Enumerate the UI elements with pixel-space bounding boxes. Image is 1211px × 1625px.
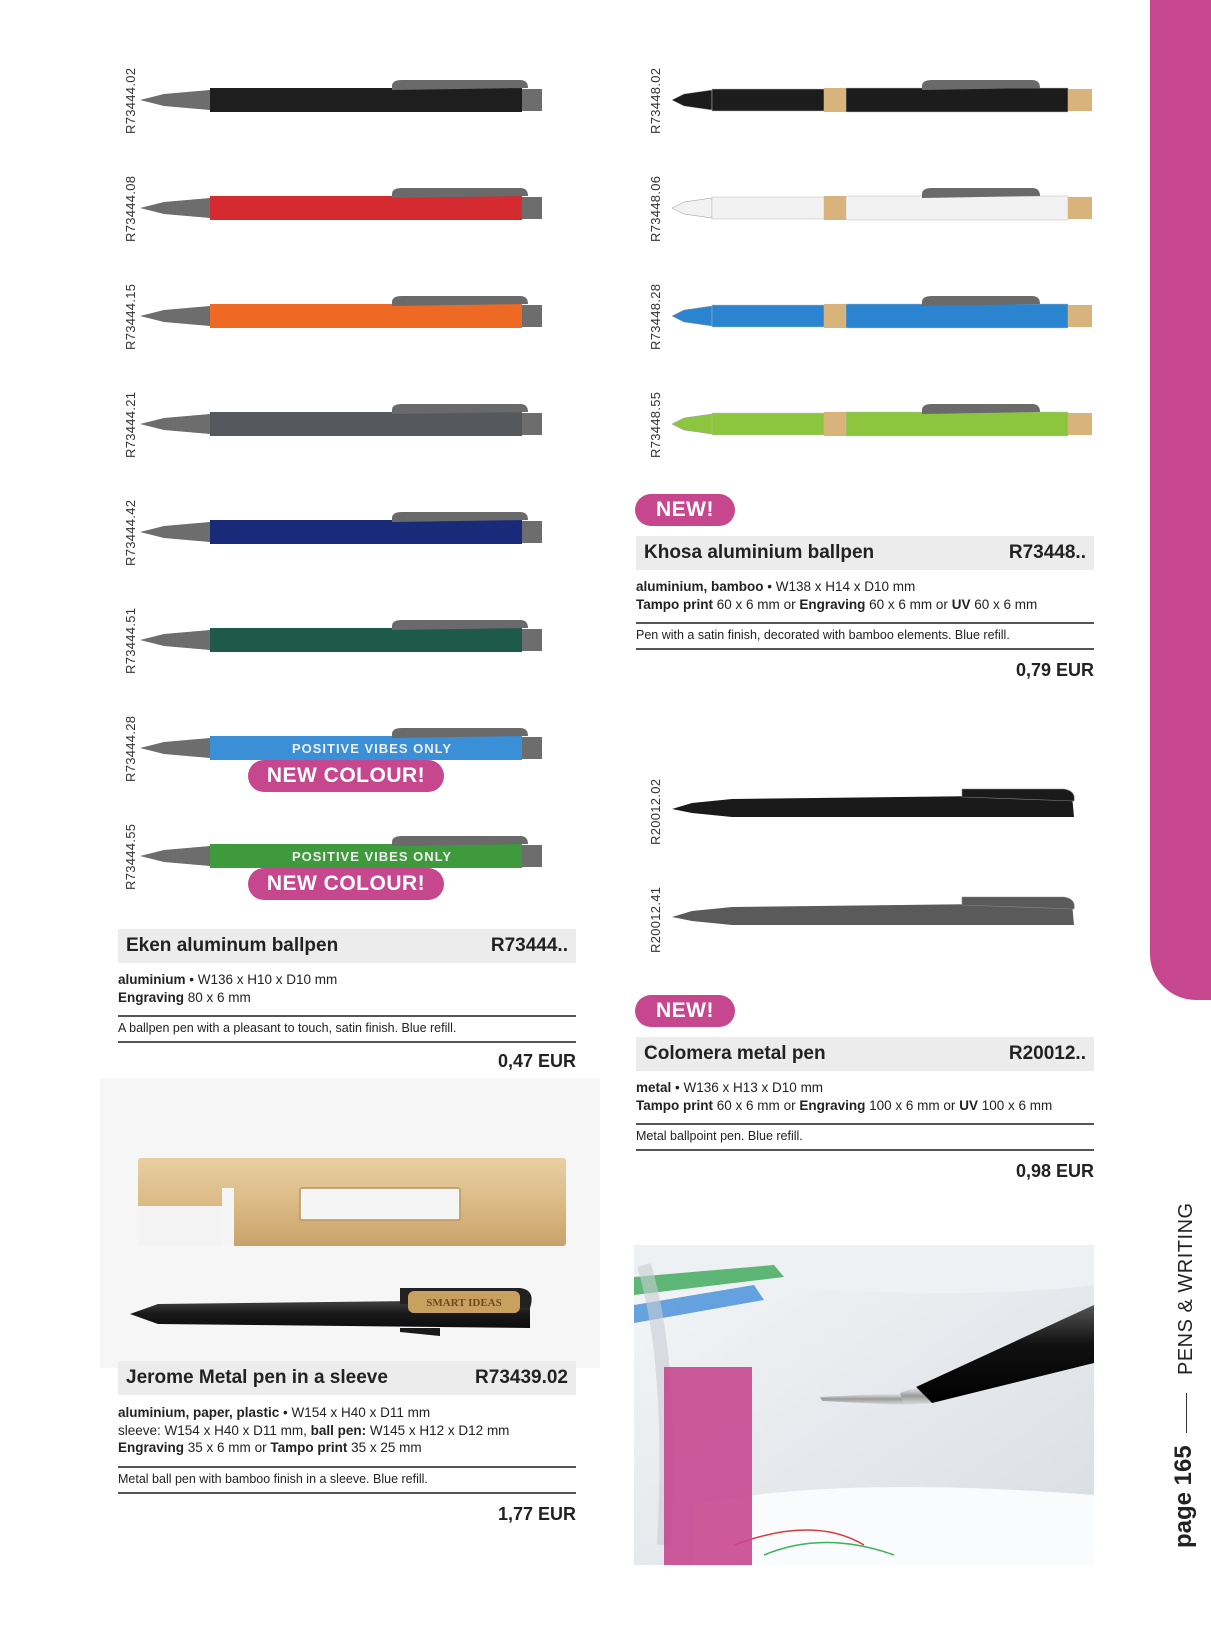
pen-tip: [140, 846, 210, 866]
product-code-label: R20012.02: [648, 778, 663, 845]
sleeve-cutout: [138, 1206, 222, 1246]
eken-pen: [140, 76, 580, 120]
pen-tip: [140, 198, 210, 218]
product-description: Metal ball pen with bamboo finish in a sleeve. Blue refill.: [118, 1472, 428, 1486]
product-code-label: R73448.02: [648, 67, 663, 134]
spec-tampo-label: Tampo print: [636, 1097, 713, 1113]
pen-tip: [140, 414, 210, 434]
eken-pen: [140, 184, 580, 228]
accent-block: [664, 1367, 752, 1565]
spec-engraving-label: Engraving: [799, 596, 866, 612]
product-code-label: R73444.51: [123, 607, 138, 674]
product-specs: aluminium, paper, plastic • W154 x H40 x D11 mm sleeve: W154 x H40 x D11 mm, ball pen: W145 x H12 x D12 mm Engraving 35 x 6 mm or Tampo print 35 x 25 mm: [118, 1405, 510, 1455]
product-price: 0,79 EUR: [1015, 660, 1094, 680]
pen-body-front: [712, 89, 824, 111]
spec-material: metal: [636, 1080, 672, 1095]
pen-end-cap: [522, 845, 542, 867]
divider: [118, 1015, 576, 1017]
spec-sleeve-label: sleeve:: [118, 1422, 161, 1438]
spec-material: aluminium, paper, plastic: [118, 1405, 280, 1420]
spec-material: aluminium: [118, 972, 186, 987]
divider: [118, 1041, 576, 1043]
product-ref: R20012..: [1008, 1043, 1086, 1064]
product-code-label: R73444.15: [123, 283, 138, 350]
spec-tampo-size: 60 x 6 mm: [716, 596, 780, 612]
product-specs: aluminium, bamboo • W138 x H14 x D10 mm Tampo print 60 x 6 mm or Engraving 60 x 6 mm or UV 60 x 6 mm: [636, 579, 1038, 612]
divider: [636, 648, 1094, 650]
product-code-label: R73444.28: [123, 715, 138, 782]
spec-or: or: [943, 1097, 956, 1113]
spec-engraving-size: 35 x 6 mm: [187, 1440, 251, 1455]
spec-dimensions: W136 x H10 x D10 mm: [197, 972, 338, 987]
pen-end-cap: [522, 737, 542, 759]
pen-body-front: [712, 197, 824, 219]
pen-end-cap: [522, 197, 542, 219]
pen-body: [210, 628, 522, 652]
product-title-bar: [636, 1037, 1094, 1071]
spec-sleeve-dims: W154 x H40 x D11 mm,: [164, 1422, 307, 1438]
product-description: Metal ballpoint pen. Blue refill.: [636, 1129, 803, 1143]
product-price: 0,98 EUR: [1015, 1161, 1094, 1181]
jerome-product-photo: [100, 1078, 600, 1368]
pen-print-text: POSITIVE VIBES ONLY: [291, 849, 453, 864]
bamboo-end-cap: [1068, 413, 1092, 435]
spec-uv-label: UV: [951, 596, 971, 612]
product-title-bar: [118, 929, 576, 963]
product-title: Khosa aluminium ballpen: [644, 542, 875, 563]
page-number: page 165: [1170, 1445, 1197, 1548]
spec-ballpen-label: ball pen:: [310, 1422, 367, 1438]
product-description: A ballpen pen with a pleasant to touch, satin finish. Blue refill.: [118, 1021, 457, 1035]
notebook-and-pen-illustration: [634, 1245, 1094, 1565]
spec-material: aluminium, bamboo: [636, 579, 764, 594]
pen-clip-end: [400, 1328, 440, 1336]
khosa-pen: [672, 292, 1094, 336]
divider: [118, 1492, 576, 1494]
pen-end-cap: [522, 521, 542, 543]
eken-pen: [140, 616, 580, 660]
pen-tip: [140, 90, 210, 110]
section-side-tab: [1150, 0, 1211, 1000]
spec-uv-size: 100 x 6 mm: [981, 1097, 1053, 1113]
khosa-pen: [672, 184, 1094, 228]
pen-body: [210, 196, 522, 220]
sleeve-window: [300, 1188, 460, 1220]
eken-pen: [140, 508, 580, 552]
spec-or: or: [783, 596, 796, 612]
spec-tampo-size: 35 x 25 mm: [351, 1440, 422, 1455]
pen-body-rear: [846, 88, 1068, 112]
colomera-pen: [672, 891, 1094, 935]
pen-tip: [672, 306, 712, 326]
product-title: Colomera metal pen: [644, 1043, 826, 1064]
spec-uv-size: 60 x 6 mm: [974, 596, 1038, 612]
divider: [636, 622, 1094, 624]
product-code-label: R73448.06: [648, 175, 663, 242]
logo-engraving: SMART IDEAS: [426, 1297, 502, 1309]
pen-body-rear: [846, 304, 1068, 328]
pen-end-cap: [522, 89, 542, 111]
product-price: 0,47 EUR: [497, 1051, 576, 1071]
product-ref: R73444..: [490, 935, 568, 956]
product-code-label: R73444.02: [123, 67, 138, 134]
product-code-label: R73444.08: [123, 175, 138, 242]
spec-dimensions: W154 x H40 x D11 mm: [291, 1405, 431, 1420]
product-code-label: R73448.55: [648, 391, 663, 458]
product-ref: R73448..: [1008, 542, 1086, 563]
spec-ballpen-dims: W145 x H12 x D12 mm: [369, 1422, 510, 1438]
product-title-bar: [636, 536, 1094, 570]
spec-tampo-label: Tampo print: [270, 1440, 348, 1455]
pen-end-cap: [522, 305, 542, 327]
product-price: 1,77 EUR: [497, 1504, 576, 1524]
bamboo-ring: [824, 304, 846, 328]
spec-engraving-label: Engraving: [799, 1097, 866, 1113]
colomera-pen: [672, 783, 1094, 827]
pen-body-rear: [846, 196, 1068, 220]
spec-or: or: [783, 1097, 796, 1113]
pen-tip: [140, 306, 210, 326]
spec-dimensions: W136 x H13 x D10 mm: [683, 1080, 824, 1095]
pen-end-cap: [522, 629, 542, 651]
pen-end-cap: [522, 413, 542, 435]
spec-print-label: Engraving: [118, 989, 185, 1005]
eken-pen: [140, 292, 580, 336]
divider: [636, 1123, 1094, 1125]
bamboo-end-cap: [1068, 89, 1092, 111]
pen-body: [210, 520, 522, 544]
pen-body-front: [712, 305, 824, 327]
sleeve-cutout-edge: [222, 1188, 234, 1246]
bamboo-ring: [824, 196, 846, 220]
pen-body: [210, 412, 522, 436]
spec-uv-label: UV: [959, 1097, 978, 1113]
pen-tip: [672, 414, 712, 434]
bamboo-end-cap: [1068, 197, 1092, 219]
new-badge: NEW!: [635, 995, 735, 1027]
product-code-label: R73444.42: [123, 499, 138, 566]
pen-tip: [672, 799, 732, 817]
new-colour-badge: NEW COLOUR!: [248, 760, 444, 792]
bamboo-end-cap: [1068, 305, 1092, 327]
divider: [118, 1466, 576, 1468]
eken-pen: [140, 400, 580, 444]
product-title: Jerome Metal pen in a sleeve: [126, 1367, 388, 1388]
khosa-pen: [672, 76, 1094, 120]
spec-print-size: 80 x 6 mm: [187, 989, 251, 1005]
spec-tampo-size: 60 x 6 mm: [716, 1097, 780, 1113]
pen-body-rear: [846, 412, 1068, 436]
pen-print-text: POSITIVE VIBES ONLY: [291, 741, 453, 756]
pen-tip: [140, 738, 210, 758]
pen-tip: [672, 90, 712, 110]
product-code-label: R20012.41: [648, 886, 663, 953]
khosa-pen: [672, 400, 1094, 444]
product-specs: metal • W136 x H13 x D10 mm Tampo print 60 x 6 mm or Engraving 100 x 6 mm or UV 100 x 6 mm: [636, 1080, 1053, 1113]
bamboo-ring: [824, 88, 846, 112]
product-title-bar: [118, 1361, 576, 1395]
spec-engraving-label: Engraving: [118, 1440, 185, 1455]
pen-tip: [672, 907, 732, 925]
pen-body: [210, 88, 522, 112]
product-code-label: R73444.21: [123, 391, 138, 458]
notebook-page: [694, 1487, 1094, 1565]
side-divider: [1186, 1393, 1187, 1433]
divider: [636, 1149, 1094, 1151]
spec-engraving-size: 60 x 6 mm: [869, 596, 933, 612]
pen-body: [210, 304, 522, 328]
pen-body-front: [712, 413, 824, 435]
spec-tampo-label: Tampo print: [636, 596, 713, 612]
pen-tip: [672, 198, 712, 218]
pen-tip: [140, 630, 210, 650]
product-code-label: R73448.28: [648, 283, 663, 350]
product-title: Eken aluminum ballpen: [126, 935, 339, 956]
spec-or: or: [254, 1440, 267, 1455]
bamboo-ring: [824, 412, 846, 436]
section-label: PENS & WRITING: [1175, 1202, 1197, 1375]
spec-or: or: [935, 596, 948, 612]
product-specs: aluminium • W136 x H10 x D10 mm Engraving 80 x 6 mm: [118, 972, 338, 1005]
new-badge: NEW!: [635, 494, 735, 526]
pen-tip: [140, 522, 210, 542]
new-colour-badge: NEW COLOUR!: [248, 868, 444, 900]
lifestyle-photo: [634, 1245, 1094, 1565]
product-ref: R73439.02: [475, 1367, 568, 1388]
spec-engraving-size: 100 x 6 mm: [869, 1097, 940, 1113]
product-description: Pen with a satin finish, decorated with bamboo elements. Blue refill.: [636, 628, 1010, 642]
product-code-label: R73444.55: [123, 823, 138, 890]
sleeve-and-pen-illustration: [100, 1078, 600, 1368]
spec-dimensions: W138 x H14 x D10 mm: [775, 579, 916, 594]
